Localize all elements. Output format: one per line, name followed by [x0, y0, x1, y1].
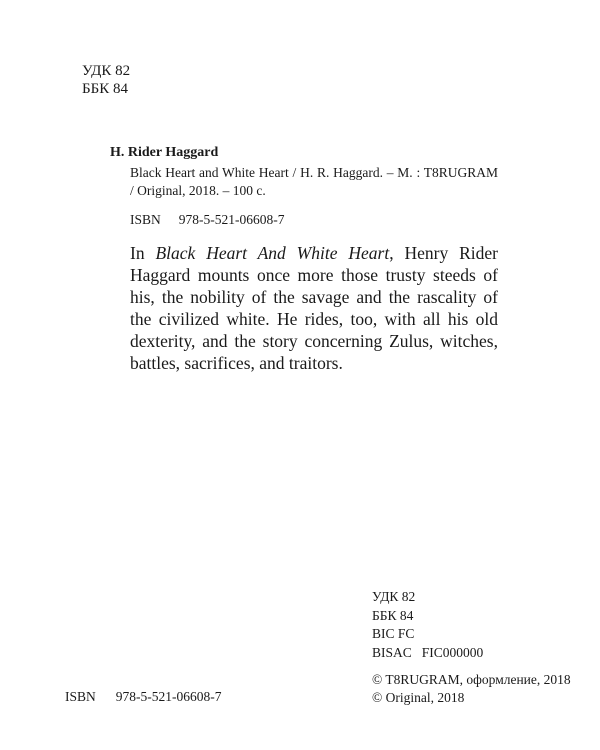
- classification-top: [82, 62, 130, 98]
- author-name: H. Rider Haggard: [110, 145, 219, 160]
- book-title-italic: Black Heart And White Heart: [155, 243, 390, 263]
- bisac-value: FIC000000: [421, 644, 484, 660]
- annotation: [130, 242, 498, 374]
- copyright-publisher: © T8RUGRAM, оформление, 2018: [372, 672, 571, 687]
- bbk-code: ББК 84: [82, 81, 128, 97]
- classification-bottom: [372, 588, 483, 662]
- udk-code: УДК 82: [82, 63, 131, 79]
- isbn-number: 978-5-521-06608-7: [178, 212, 285, 227]
- bisac-label: BISAC: [372, 644, 412, 660]
- isbn-top: [130, 212, 285, 228]
- bisac-code: [372, 644, 483, 663]
- isbn-bottom: [65, 689, 222, 705]
- isbn-number-bottom: 978-5-521-06608-7: [115, 689, 222, 704]
- bic-code: BIC FC: [372, 626, 415, 641]
- copyright-block: [372, 671, 571, 707]
- isbn-label-bottom: ISBN: [65, 689, 96, 704]
- isbn-label: ISBN: [130, 212, 161, 227]
- bibliographic-record: Black Heart and White Heart / H. R. Haggard. – M. : T8RUGRAM / Original, 2018. – 100 c.: [130, 165, 498, 198]
- annotation-body: , Henry Rider Haggard mounts once more those trusty steeds of his, the nobility of the savage and the rascality of the civilized white. He rides, too, with all his old dexterity, and the story concerning Zulus, witches, battles, sacrifices, and traitors.: [130, 243, 498, 373]
- copyright-original: © Original, 2018: [372, 690, 465, 705]
- udk-code-bottom: УДК 82: [372, 589, 416, 604]
- bbk-code-bottom: ББК 84: [372, 607, 414, 623]
- annotation-intro: In: [130, 243, 156, 263]
